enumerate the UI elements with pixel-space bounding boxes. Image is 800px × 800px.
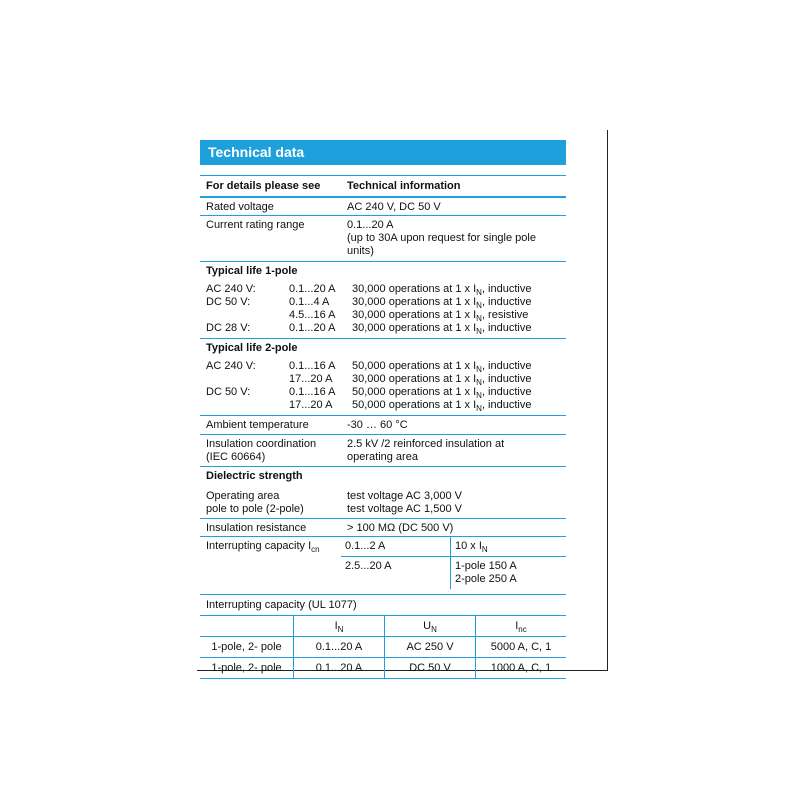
interrupting-value-sub: N [481, 545, 488, 554]
rated-voltage-label: Rated voltage [206, 201, 274, 213]
section-title: Technical data [200, 140, 566, 165]
current-rating-line: (up to 30A upon request for single pole [347, 232, 536, 244]
life-current-range: 0.1...20 A [289, 322, 336, 334]
life-voltage: DC 28 V: [206, 322, 251, 334]
life-operations: 30,000 operations at 1 x $I_N$, resistive [352, 309, 529, 323]
life-current-range: 17...20 A [289, 399, 333, 411]
dielectric-value: test voltage AC 1,500 V [347, 503, 462, 515]
life-current-range: 17...20 A [289, 373, 333, 385]
ambient-label: Ambient temperature [206, 419, 309, 431]
ambient-row [200, 415, 566, 434]
life-current-range: 0.1...16 A [289, 360, 336, 372]
life-voltage: AC 240 V: [206, 283, 256, 295]
rated-voltage-row [200, 197, 566, 215]
life-current-range: 4.5...16 A [289, 309, 336, 321]
life-operations: 50,000 operations at 1 x $I_N$, inductive [352, 399, 532, 413]
life-operations: 50,000 operations at 1 x $I_N$, inductive [352, 360, 532, 374]
insulation-coord-label: Insulation coordination [206, 438, 317, 450]
interrupting-range: 0.1...2 A [345, 540, 386, 552]
life-operations: 30,000 operations at 1 x $I_N$, inductive [352, 322, 532, 336]
typical-life-1pole [200, 261, 566, 338]
life-operations: 30,000 operations at 1 x $I_N$, inductive [352, 373, 532, 387]
dielectric-strength [200, 466, 566, 518]
ul-heading-row [200, 594, 566, 616]
table-cell: 0.1...20 A [294, 637, 385, 658]
interrupting-capacity [200, 536, 566, 589]
interrupting-value: 2-pole 250 A [455, 573, 517, 585]
table-row [200, 658, 566, 679]
column-header: I [334, 620, 338, 632]
life1-heading: Typical life 1-pole [206, 265, 298, 277]
life-current-range: 0.1...4 A [289, 296, 330, 308]
life2-table [206, 360, 560, 412]
details-label: For details please see [206, 180, 321, 192]
current-rating-line: 0.1...20 A [347, 219, 394, 231]
column-header: U [423, 620, 432, 632]
table-header-row: $I_N$ $U_N$ $I_{nc}$ [200, 616, 566, 637]
life2-heading: Typical life 2-pole [206, 342, 298, 354]
life1-table [206, 283, 560, 335]
table-cell: 1000 A, C, 1 [476, 658, 567, 679]
table-cell: 0.1...20 A [294, 658, 385, 679]
life-operations: 30,000 operations at 1 x $I_N$, inductive [352, 283, 532, 297]
interrupting-value: 1-pole 150 A [455, 560, 517, 572]
technical-data-sheet [200, 140, 566, 679]
insulation-res-label: Insulation resistance [206, 522, 307, 534]
current-rating-label: Current rating range [206, 219, 305, 231]
dielectric-label: Operating area [206, 490, 280, 502]
details-value: Technical information [347, 180, 461, 192]
life-voltage: DC 50 V: [206, 296, 251, 308]
column-header: I [515, 620, 519, 632]
rated-voltage-value: AC 240 V, DC 50 V [347, 201, 441, 213]
table-cell: AC 250 V [385, 637, 476, 658]
insulation-coord-value: 2.5 kV /2 reinforced insulation at [347, 438, 505, 450]
life-operations: 30,000 operations at 1 x $I_N$, inductive [352, 296, 532, 310]
life-current-range: 0.1...20 A [289, 283, 336, 295]
current-rating-row [200, 215, 566, 261]
current-rating-line: units) [347, 245, 374, 257]
table-cell: 5000 A, C, 1 [476, 637, 567, 658]
insulation-coord-value: operating area [347, 451, 418, 463]
life-voltage: DC 50 V: [206, 386, 251, 398]
insulation-resistance-row [200, 518, 566, 536]
interrupting-value: 10 x I [455, 540, 482, 552]
insulation-coord-standard: (IEC 60664) [206, 451, 266, 463]
insulation-coordination-row [200, 434, 566, 466]
life-operations: 50,000 operations at 1 x $I_N$, inductive [352, 386, 532, 400]
dielectric-value: test voltage AC 3,000 V [347, 490, 462, 502]
life-current-range: 0.1...16 A [289, 386, 336, 398]
interrupting-label-sub: cn [311, 545, 320, 554]
interrupting-range: 2.5...20 A [341, 556, 450, 589]
life-voltage [206, 373, 289, 386]
ul-heading: Interrupting capacity (UL 1077) [206, 599, 357, 611]
table-cell: 1-pole, 2- pole [200, 637, 294, 658]
life-voltage [206, 399, 289, 412]
ambient-value: -30 … 60 °C [347, 419, 408, 431]
dielectric-label: pole to pole (2-pole) [206, 503, 304, 515]
details-row [200, 175, 566, 197]
typical-life-2pole [200, 338, 566, 415]
life-voltage: AC 240 V: [206, 360, 256, 372]
table-cell: DC 50 V [385, 658, 476, 679]
dielectric-heading: Dielectric strength [206, 470, 303, 482]
insulation-res-value: > 100 MΩ (DC 500 V) [347, 522, 454, 534]
table-row [200, 637, 566, 658]
table-cell: 1-pole, 2- pole [200, 658, 294, 679]
ul-table [200, 616, 566, 679]
interrupting-label: Interrupting capacity I [206, 540, 312, 552]
life-voltage [206, 309, 289, 322]
